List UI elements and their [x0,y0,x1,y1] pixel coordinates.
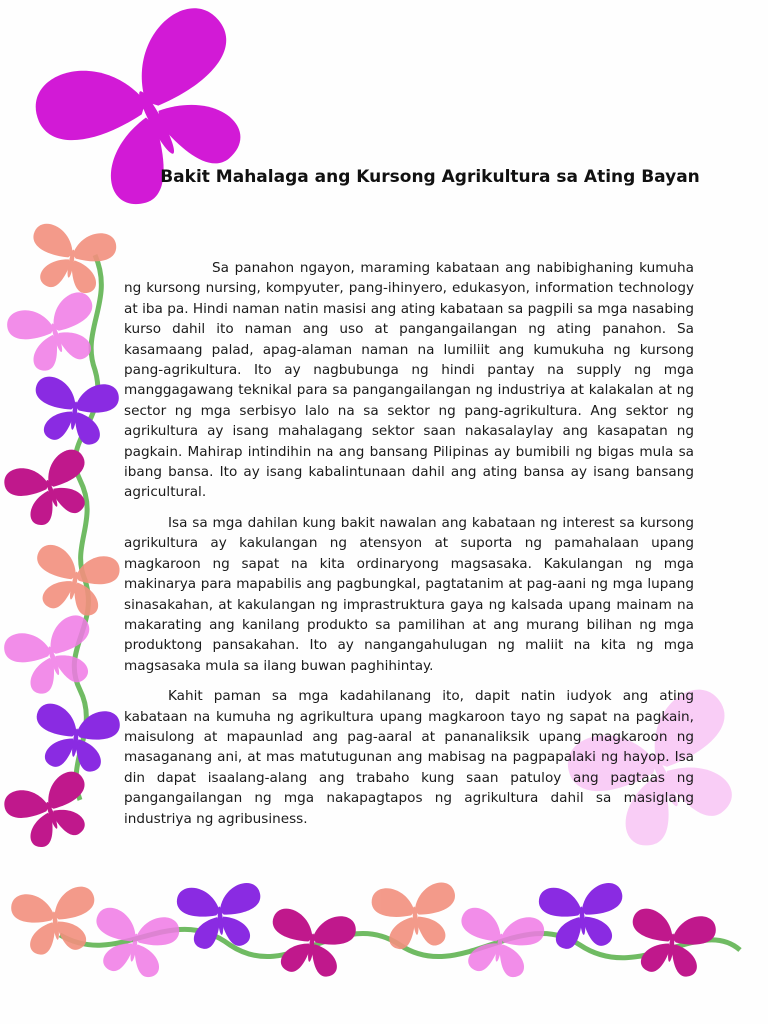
document-body [124,258,694,839]
butterfly-icon [9,885,101,958]
butterfly-icon [27,542,122,620]
butterfly-icon [266,907,358,980]
butterfly-icon [0,612,104,701]
butterfly-icon [25,222,118,298]
butterfly-icon [24,0,279,230]
butterfly-icon [29,375,121,448]
butterfly-icon [1,768,101,855]
butterfly-icon [453,906,546,982]
butterfly-icon [626,907,718,980]
paragraph-1: Sa panahon ngayon, maraming kabataan ang nabibighaning kumuha ng kursong nursing, kompyuter, pang-ihinyero, edukasyon, information technology at iba pa. Hindi naman natin masisi ang ating kabataan sa pagpili sa mga nasabing kurso dahil ito naman ang uso at pangangailangan ng ating panahon. Sa kasamaang palad, apag-alaman naman na lumiliit ang kumukuha ng kursong pang-agrikultura. Ito ay nagbubunga ng hindi pantay na supply ng mga manggagawang teknikal para sa pangangailangan ng industriya at kalakalan at ng sector ng mga serbisyo lalo na sa sektor ng pang-agrikultura. Ang sektor ng agrikultura ay isang mahalagang sektor saan nakasalaylay ang kasapatan ng pagkain. Mahirap intindihin na ang bansang Pilipinas ay bumibili ng bigas mula sa ibang bansa. Ito ay isang kabalintunaan dahil ang ating bansa ay isang bansang agricultural. [124,260,694,501]
butterfly-icon [370,881,460,952]
paragraph-2: Isa sa mga dahilan kung bakit nawalan ang kabataan ng interest sa kursong agrikultura ay kakulangan ng atensyon at suporta ng pamahalaan upang magkaroon ng sapat na kita ordinaryong magsasaka. Kakulangan ng mga makinarya para mapabilis ang pagbungkal, pagtatanim at pag-aani ng mga lupang sinasakahan, at kakulangan ng imprastruktura gaya ng kalsada upang mainam na makarating ang kanilang produkto sa pamilihan at ang murang bilihan ng mga produktong pansakahan. Ito ay nangangahulugan ng maliit na kita ng mga magsasaka mula sa ilang buwan paghihintay. [124,514,694,674]
document-title: Bakit Mahalaga ang Kursong Agrikultura sa Ating Bayan [160,167,700,187]
butterfly-icon [538,882,627,951]
paragraph-3: Kahit paman sa mga kadahilanang ito, dapit natin iudyok ang ating kabataan na kumuha ng agrikultura upang magkaroon tayo ng sapat na pagkain, maisulong at mapaunlad ang pag-aaral at pananaliksik upang magkaroon ng masaganang ani, at mas matutugunan ang mabisag na pagpapalaki ng hayop. Isa din dapat isaalang-alang ang trabaho kung saan patuloy ang pagtaas ng pangangailangan ng mga nakapagtapos ng agrikultura dahil sa masiglang industriya ng agribusiness. [124,688,694,827]
